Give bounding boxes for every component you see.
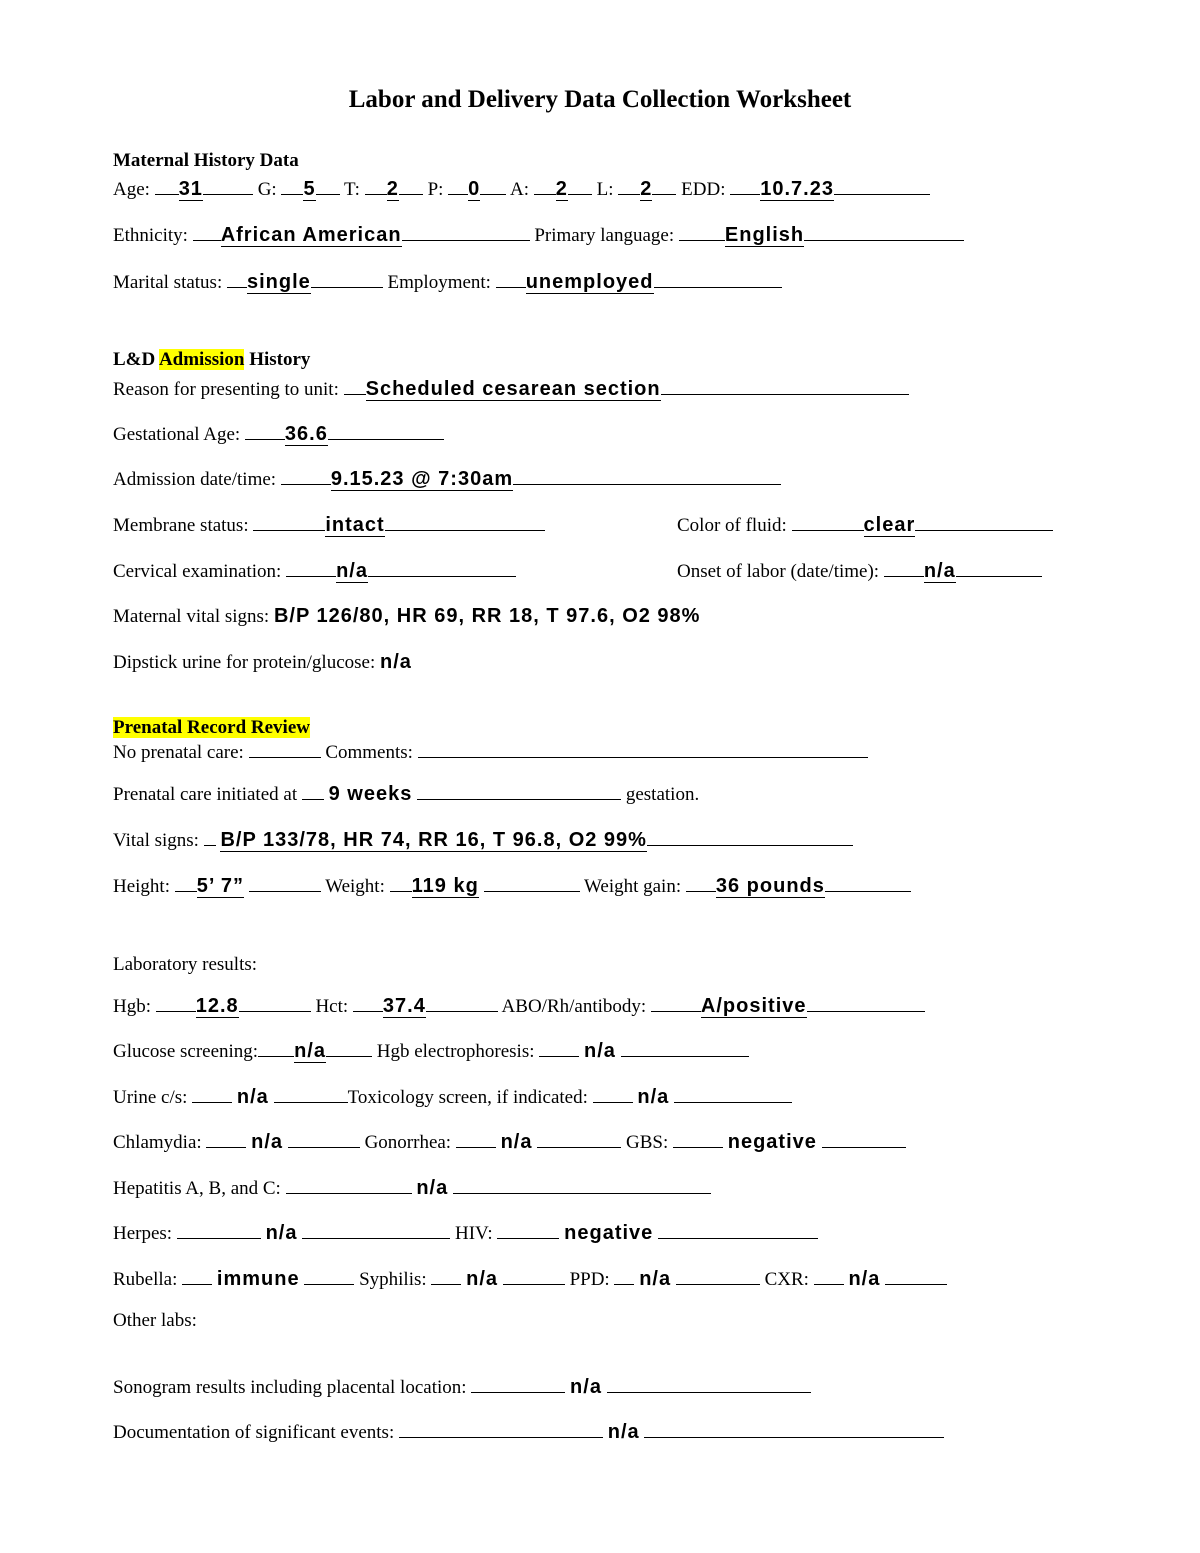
employment-value[interactable]: unemployed	[525, 271, 654, 293]
initiated-suffix: gestation.	[625, 784, 700, 805]
tox-value[interactable]: n/a	[637, 1086, 670, 1108]
prenatal-heading-text: Prenatal Record Review	[113, 717, 310, 738]
hepatitis-value[interactable]: n/a	[416, 1177, 449, 1199]
hepatitis-row	[113, 1176, 711, 1201]
membrane-row	[113, 513, 545, 538]
no-care-label: No prenatal care:	[113, 742, 244, 763]
fluid-value[interactable]: clear	[863, 514, 916, 536]
gonorrhea-value[interactable]: n/a	[500, 1131, 533, 1153]
gbs-value[interactable]: negative	[727, 1131, 817, 1153]
t-label: T:	[343, 179, 360, 200]
no-care-blank[interactable]	[249, 756, 321, 758]
obstetric-history-row	[113, 177, 930, 202]
edd-label: EDD:	[681, 179, 726, 200]
marital-value[interactable]: single	[246, 271, 311, 293]
hct-value[interactable]: 37.4	[382, 995, 426, 1017]
syphilis-label: Syphilis:	[359, 1269, 427, 1290]
height-value[interactable]: 5’ 7”	[196, 875, 245, 897]
urine-label: Urine c/s:	[113, 1087, 188, 1108]
dipstick-row	[113, 650, 412, 675]
language-label: Primary language:	[534, 225, 675, 246]
prenatal-vitals-value[interactable]: B/P 133/78, HR 74, RR 16, T 96.8, O2 99%	[220, 829, 647, 851]
g-label: G:	[257, 179, 277, 200]
g-value[interactable]: 5	[303, 178, 316, 200]
cervical-label: Cervical examination:	[113, 561, 282, 582]
events-value[interactable]: n/a	[607, 1421, 640, 1443]
rubella-label: Rubella:	[113, 1269, 178, 1290]
hiv-label: HIV:	[455, 1223, 493, 1244]
gonorrhea-label: Gonorrhea:	[364, 1132, 452, 1153]
gbs-label: GBS:	[626, 1132, 669, 1153]
hgb-value[interactable]: 12.8	[195, 995, 239, 1017]
hgb-row	[113, 994, 925, 1019]
fluid-label: Color of fluid:	[677, 515, 787, 536]
t-value[interactable]: 2	[386, 178, 399, 200]
ethnicity-label: Ethnicity:	[113, 225, 188, 246]
lab-heading: Laboratory results:	[113, 954, 258, 975]
membrane-label: Membrane status:	[113, 515, 249, 536]
age-label: Age:	[113, 179, 150, 200]
cervical-value[interactable]: n/a	[336, 560, 368, 582]
no-prenatal-care-row	[113, 741, 868, 765]
maternal-vitals-label: Maternal vital signs:	[113, 606, 270, 627]
hct-label: Hct:	[315, 996, 349, 1017]
maternal-heading: Maternal History Data	[113, 150, 299, 171]
membrane-value[interactable]: intact	[325, 514, 385, 536]
dipstick-value[interactable]: n/a	[380, 651, 412, 673]
language-value[interactable]: English	[724, 224, 805, 246]
weight-value[interactable]: 119 kg	[411, 875, 479, 897]
herpes-row	[113, 1221, 818, 1246]
maternal-vitals-value[interactable]: B/P 126/80, HR 69, RR 18, T 97.6, O2 98%	[273, 605, 701, 627]
hepatitis-label: Hepatitis A, B, and C:	[113, 1178, 281, 1199]
admission-heading-suffix: History	[249, 349, 311, 370]
marital-row	[113, 270, 782, 295]
a-value[interactable]: 2	[555, 178, 568, 200]
prenatal-heading	[113, 716, 310, 740]
electro-value[interactable]: n/a	[584, 1040, 616, 1062]
l-label: L:	[596, 179, 614, 200]
reason-value[interactable]: Scheduled cesarean section	[365, 378, 661, 400]
other-labs-row: Other labs:	[113, 1310, 197, 1331]
herpes-label: Herpes:	[113, 1223, 173, 1244]
herpes-value[interactable]: n/a	[265, 1222, 298, 1244]
hgb-label: Hgb:	[113, 996, 151, 1017]
ga-label: Gestational Age:	[113, 424, 241, 445]
fluid-row	[677, 513, 1053, 538]
employment-label: Employment:	[387, 272, 491, 293]
admit-value[interactable]: 9.15.23 @ 7:30am	[330, 468, 514, 490]
reason-label: Reason for presenting to unit:	[113, 379, 339, 400]
cervical-row	[113, 559, 516, 584]
admission-datetime-row	[113, 467, 781, 492]
abo-label: ABO/Rh/antibody:	[501, 996, 647, 1017]
height-label: Height:	[113, 876, 170, 897]
chlamydia-row	[113, 1130, 906, 1155]
maternal-vitals-row	[113, 604, 700, 629]
cxr-label: CXR:	[764, 1269, 809, 1290]
abo-value[interactable]: A/positive	[700, 995, 807, 1017]
rubella-value[interactable]: immune	[216, 1268, 300, 1290]
sonogram-value[interactable]: n/a	[570, 1376, 602, 1398]
electro-label: Hgb electrophoresis:	[376, 1041, 535, 1062]
glucose-row	[113, 1039, 749, 1064]
significant-events-row	[113, 1420, 944, 1445]
urine-row	[113, 1085, 792, 1110]
edd-value[interactable]: 10.7.23	[760, 178, 834, 200]
dipstick-label: Dipstick urine for protein/glucose:	[113, 652, 376, 673]
tox-label: Toxicology screen, if indicated:	[347, 1087, 588, 1108]
gestational-age-row	[113, 422, 444, 447]
sonogram-label: Sonogram results including placental location:	[113, 1377, 467, 1398]
chlamydia-value[interactable]: n/a	[251, 1131, 284, 1153]
gain-value[interactable]: 36 pounds	[715, 875, 825, 897]
a-label: A:	[510, 179, 529, 200]
rubella-row	[113, 1267, 947, 1292]
p-value[interactable]: 0	[468, 178, 481, 200]
admit-label: Admission date/time:	[113, 469, 277, 490]
chlamydia-label: Chlamydia:	[113, 1132, 202, 1153]
comments-label: Comments:	[325, 742, 413, 763]
ga-value[interactable]: 36.6	[284, 423, 328, 445]
gain-label: Weight gain:	[583, 876, 682, 897]
urine-value[interactable]: n/a	[236, 1086, 269, 1108]
events-label: Documentation of significant events:	[113, 1422, 395, 1443]
weight-label: Weight:	[325, 876, 385, 897]
glucose-value[interactable]: n/a	[294, 1040, 326, 1062]
admission-heading	[113, 348, 310, 372]
initiated-label: Prenatal care initiated at	[113, 784, 298, 805]
ppd-label: PPD:	[569, 1269, 610, 1290]
cxr-value[interactable]: n/a	[848, 1268, 881, 1290]
p-label: P:	[427, 179, 444, 200]
admission-heading-highlight: Admission	[158, 349, 245, 370]
comments-blank[interactable]	[418, 756, 868, 758]
onset-label: Onset of labor (date/time):	[677, 561, 880, 582]
page-title: Labor and Delivery Data Collection Worksheet	[348, 86, 852, 113]
glucose-label: Glucose screening:	[113, 1041, 259, 1062]
ethnicity-value[interactable]: African American	[220, 224, 402, 246]
sonogram-row	[113, 1375, 811, 1400]
admission-heading-prefix: L&D	[113, 349, 156, 370]
prenatal-vitals-row	[113, 828, 853, 853]
l-value[interactable]: 2	[640, 178, 653, 200]
age-value[interactable]: 31	[178, 178, 203, 200]
marital-label: Marital status:	[113, 272, 223, 293]
ppd-value[interactable]: n/a	[639, 1268, 672, 1290]
onset-value[interactable]: n/a	[923, 560, 956, 582]
hiv-value[interactable]: negative	[564, 1222, 654, 1244]
prenatal-vitals-label: Vital signs:	[113, 830, 199, 851]
initiated-value[interactable]: 9 weeks	[328, 783, 413, 805]
reason-row	[113, 377, 909, 402]
ethnicity-row	[113, 223, 964, 248]
prenatal-initiated-row	[113, 782, 699, 807]
syphilis-value[interactable]: n/a	[466, 1268, 499, 1290]
onset-row	[677, 559, 1042, 584]
height-weight-row	[113, 874, 911, 899]
